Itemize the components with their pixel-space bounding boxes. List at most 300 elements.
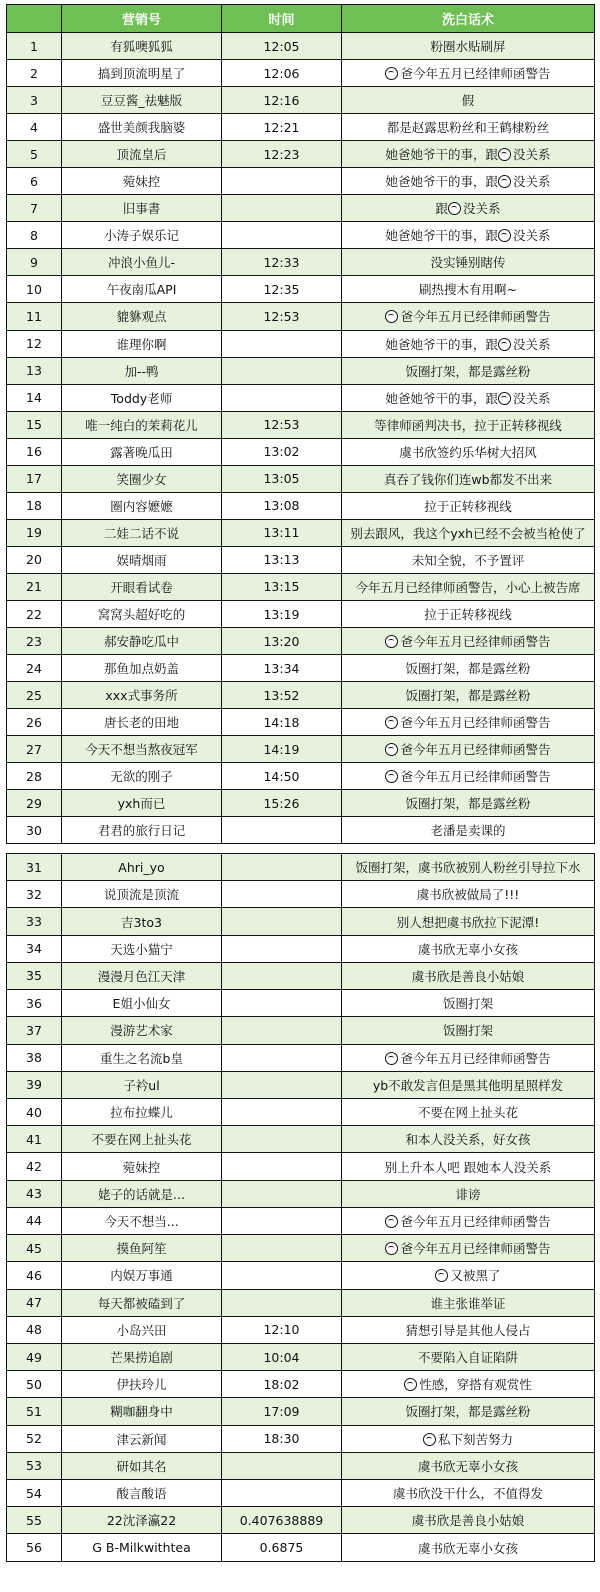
whitewash-text: [342, 411, 595, 438]
row-index: 18: [7, 492, 62, 519]
whitewash-text: [342, 736, 595, 763]
row-index: 51: [7, 1398, 62, 1425]
table-row: [7, 682, 595, 709]
text-main: 虞书欣没干什么，不值得发: [392, 1486, 543, 1502]
account-name: 糊咖翻身中: [62, 1398, 222, 1425]
account-name: Ahri_yo: [62, 854, 222, 881]
whitewash-text: [342, 303, 595, 330]
text-prefix: 她爸她爷干的事，跟: [385, 228, 498, 244]
melon-emoji-icon: [498, 338, 511, 351]
account-name: 冲浪小鱼儿-: [62, 249, 222, 276]
table-row: [7, 141, 595, 168]
text-main: 饭圈打架: [442, 996, 493, 1012]
table-row: [7, 465, 595, 492]
row-index: 47: [7, 1289, 62, 1316]
text-main: 虞书欣是善良小姑娘: [411, 1513, 525, 1529]
row-index: 34: [7, 935, 62, 962]
text-main: 别上升本人吧 跟她本人没关系: [384, 1159, 552, 1175]
text-main: 没关系: [463, 201, 501, 217]
text-main: 今年五月已经律师函警告，小心上被告席: [355, 579, 581, 595]
row-index: 5: [7, 141, 62, 168]
table-row: [7, 1316, 595, 1343]
text-main: 没关系: [513, 390, 551, 406]
table-row: [7, 1153, 595, 1180]
table-row: [7, 1480, 595, 1507]
text-main: 爸今年五月已经律师函警告: [400, 715, 551, 731]
account-name: 每天都被磕到了: [62, 1289, 222, 1316]
account-name: 今天不想当...: [62, 1207, 222, 1234]
text-main: 爸今年五月已经律师函警告: [400, 1213, 551, 1229]
text-main: 爸今年五月已经律师函警告: [400, 634, 551, 650]
account-name: 唐长老的田地: [62, 709, 222, 736]
table-row: [7, 1452, 595, 1479]
row-index: 50: [7, 1371, 62, 1398]
account-name: 不要在网上扯头花: [62, 1126, 222, 1153]
whitewash-text: [342, 1507, 595, 1534]
row-index: 17: [7, 465, 62, 492]
whitewash-text: [342, 1480, 595, 1507]
melon-emoji-icon: [423, 1433, 436, 1446]
melon-emoji-icon: [385, 310, 398, 323]
whitewash-text: [342, 465, 595, 492]
table-row: [7, 114, 595, 141]
whitewash-text: [342, 908, 595, 935]
post-time: [222, 1207, 342, 1234]
account-name: 唯一纯白的茉莉花儿: [62, 411, 222, 438]
table-row: [7, 908, 595, 935]
whitewash-text: [342, 357, 595, 384]
whitewash-text: [342, 600, 595, 627]
account-name: 二娃二话不说: [62, 519, 222, 546]
melon-emoji-icon: [498, 175, 511, 188]
account-name: Toddy老师: [62, 384, 222, 411]
table-row: [7, 655, 595, 682]
table-row: [7, 1507, 595, 1534]
whitewash-text: [342, 935, 595, 962]
post-time: [222, 854, 342, 881]
account-name: 笑圈少女: [62, 465, 222, 492]
text-main: 都是赵露思粉丝和王鹤棣粉丝: [386, 120, 550, 136]
whitewash-text: [342, 1262, 595, 1289]
table-row: [7, 357, 595, 384]
melon-emoji-icon: [498, 229, 511, 242]
text-main: 饭圈打架，都是露丝粉: [405, 796, 531, 812]
post-time: [222, 168, 342, 195]
post-time: 12:05: [222, 33, 342, 60]
post-time: 12:06: [222, 60, 342, 87]
post-time: [222, 881, 342, 908]
whitewash-text: [342, 1044, 595, 1071]
whitewash-text: [342, 881, 595, 908]
row-index: 28: [7, 763, 62, 790]
account-name: 郝安静吃瓜中: [62, 628, 222, 655]
account-name: 菀妹控: [62, 168, 222, 195]
post-time: 15:26: [222, 790, 342, 817]
whitewash-text: [342, 1289, 595, 1316]
text-main: 真吞了钱你们连wb都发不出来: [383, 471, 553, 487]
post-time: 14:18: [222, 709, 342, 736]
melon-emoji-icon: [448, 202, 461, 215]
text-main: 猜想引导是其他人侵占: [405, 1322, 531, 1338]
row-index: 52: [7, 1425, 62, 1452]
whitewash-text: [342, 573, 595, 600]
table-row: [7, 168, 595, 195]
post-time: 18:30: [222, 1425, 342, 1452]
row-index: 10: [7, 276, 62, 303]
row-index: 1: [7, 33, 62, 60]
table-row: [7, 1044, 595, 1071]
table-row: [7, 519, 595, 546]
table-row: [7, 1289, 595, 1316]
table-row: [7, 573, 595, 600]
row-index: 22: [7, 600, 62, 627]
text-main: 虞书欣无辜小女孩: [417, 941, 518, 957]
table-row: [7, 962, 595, 989]
post-time: 12:23: [222, 141, 342, 168]
table-row: [7, 60, 595, 87]
text-prefix: 她爸她爷干的事，跟: [385, 147, 498, 163]
post-time: [222, 1071, 342, 1098]
text-main: 爸今年五月已经律师函警告: [400, 1241, 551, 1257]
post-time: [222, 1180, 342, 1207]
account-name: 吉3to3: [62, 908, 222, 935]
row-index: 12: [7, 330, 62, 357]
table-row: [7, 276, 595, 303]
post-time: 18:02: [222, 1371, 342, 1398]
post-time: [222, 990, 342, 1017]
table-row: [7, 817, 595, 844]
whitewash-text: [342, 195, 595, 222]
whitewash-text: [342, 330, 595, 357]
whitewash-text: [342, 1343, 595, 1370]
table-row: [7, 1371, 595, 1398]
account-name: 今天不想当熬夜冠军: [62, 736, 222, 763]
text-main: yb不敢发言但是黑其他明星照样发: [372, 1077, 564, 1093]
post-time: [222, 1289, 342, 1316]
whitewash-text: [342, 709, 595, 736]
table-row: [7, 790, 595, 817]
post-time: [222, 817, 342, 844]
whitewash-text: [342, 438, 595, 465]
whitewash-text: [342, 1425, 595, 1452]
account-name: 姥子的话就是...: [62, 1180, 222, 1207]
table-row: [7, 854, 595, 881]
text-main: 没关系: [513, 174, 551, 190]
post-time: [222, 1480, 342, 1507]
account-name: 天选小猫宁: [62, 935, 222, 962]
text-main: 假: [461, 93, 475, 109]
text-prefix: 她爸她爷干的事，跟: [385, 336, 498, 352]
table-row: [7, 1262, 595, 1289]
post-time: [222, 384, 342, 411]
row-index: 56: [7, 1534, 62, 1561]
table-row: [7, 303, 595, 330]
post-time: 13:08: [222, 492, 342, 519]
post-time: 12:53: [222, 303, 342, 330]
row-index: 4: [7, 114, 62, 141]
account-name: yxh而已: [62, 790, 222, 817]
text-main: 谁主张谁举证: [430, 1295, 506, 1311]
post-time: 13:05: [222, 465, 342, 492]
whitewash-text: [342, 141, 595, 168]
text-main: 爸今年五月已经律师函警告: [400, 769, 551, 785]
account-name: 娱晴烟雨: [62, 546, 222, 573]
table-row: [7, 1098, 595, 1125]
account-name: E姐小仙女: [62, 990, 222, 1017]
text-main: 不要在网上扯头花: [417, 1105, 518, 1121]
melon-emoji-icon: [385, 743, 398, 756]
post-time: 14:19: [222, 736, 342, 763]
post-time: 13:19: [222, 600, 342, 627]
table-row: [7, 33, 595, 60]
table-row: [7, 628, 595, 655]
text-main: 虞书欣被做局了!!!: [416, 887, 520, 903]
melon-emoji-icon: [385, 770, 398, 783]
table-row: [7, 935, 595, 962]
table-row: [7, 736, 595, 763]
row-index: 42: [7, 1153, 62, 1180]
table-row: [7, 438, 595, 465]
account-name: 重生之名流b皇: [62, 1044, 222, 1071]
post-time: 13:11: [222, 519, 342, 546]
post-time: 14:50: [222, 763, 342, 790]
post-time: 12:33: [222, 249, 342, 276]
account-name: 酸言酸语: [62, 1480, 222, 1507]
text-main: 粉圈水贴刷屏: [430, 39, 506, 55]
table-row: [7, 1126, 595, 1153]
account-name: 窝窝头超好吃的: [62, 600, 222, 627]
text-main: 别去跟风，我这个yxh已经不会被当枪使了: [350, 525, 586, 541]
header-whitewash-text: 洗白话术: [342, 5, 595, 33]
melon-emoji-icon: [385, 67, 398, 80]
table-header-row: [7, 5, 595, 33]
row-index: 26: [7, 709, 62, 736]
text-main: 饭圈打架，都是露丝粉: [405, 363, 531, 379]
whitewash-text: [342, 1371, 595, 1398]
whitewash-text: [342, 1126, 595, 1153]
account-name: 午夜南瓜API: [62, 276, 222, 303]
row-index: 23: [7, 628, 62, 655]
melon-emoji-icon: [498, 148, 511, 161]
whitewash-text: [342, 1534, 595, 1561]
account-name: 开眼看试卷: [62, 573, 222, 600]
post-time: 17:09: [222, 1398, 342, 1425]
text-main: 刷热搜木有用啊~: [419, 282, 517, 298]
account-name: 加--鸭: [62, 357, 222, 384]
row-index: 27: [7, 736, 62, 763]
text-main: 虞书欣无辜小女孩: [417, 1540, 518, 1556]
post-time: [222, 1262, 342, 1289]
post-time: [222, 1452, 342, 1479]
row-index: 40: [7, 1098, 62, 1125]
row-index: 20: [7, 546, 62, 573]
table-row: [7, 222, 595, 249]
text-main: 虞书欣签约乐华树大招风: [399, 444, 537, 460]
row-index: 54: [7, 1480, 62, 1507]
account-name: 搞到顶流明星了: [62, 60, 222, 87]
whitewash-text: [342, 222, 595, 249]
text-main: 未知全貌，不予置评: [411, 552, 525, 568]
post-time: 13:34: [222, 655, 342, 682]
account-name: 摸鱼阿笙: [62, 1235, 222, 1262]
account-name: 小涛子娱乐记: [62, 222, 222, 249]
whitewash-text: [342, 854, 595, 881]
table-row: [7, 87, 595, 114]
whitewash-text: [342, 519, 595, 546]
whitewash-text: [342, 655, 595, 682]
table-row: [7, 600, 595, 627]
header-index: [7, 5, 62, 33]
table-row: [7, 195, 595, 222]
row-index: 43: [7, 1180, 62, 1207]
account-name: 顶流皇后: [62, 141, 222, 168]
marketing-accounts-table-bottom: [6, 853, 595, 1562]
row-index: 3: [7, 87, 62, 114]
post-time: [222, 330, 342, 357]
post-time: [222, 195, 342, 222]
whitewash-text: [342, 1316, 595, 1343]
account-name: 内娱万事通: [62, 1262, 222, 1289]
account-name: 那鱼加点奶盖: [62, 655, 222, 682]
table-row: [7, 1343, 595, 1370]
text-prefix: 她爸她爷干的事，跟: [385, 174, 498, 190]
post-time: [222, 1098, 342, 1125]
account-name: 津云新闻: [62, 1425, 222, 1452]
account-name: 盛世美颜我脑婆: [62, 114, 222, 141]
melon-emoji-icon: [385, 1242, 398, 1255]
table-row: [7, 990, 595, 1017]
row-index: 38: [7, 1044, 62, 1071]
whitewash-text: [342, 87, 595, 114]
post-time: [222, 357, 342, 384]
account-name: 子衿ul: [62, 1071, 222, 1098]
whitewash-text: [342, 990, 595, 1017]
text-main: 爸今年五月已经律师函警告: [400, 1050, 551, 1066]
table-row: [7, 249, 595, 276]
table-row: [7, 546, 595, 573]
row-index: 36: [7, 990, 62, 1017]
text-main: 老潘是卖课的: [430, 823, 506, 839]
row-index: 46: [7, 1262, 62, 1289]
row-index: 48: [7, 1316, 62, 1343]
row-index: 37: [7, 1017, 62, 1044]
table-row: [7, 1398, 595, 1425]
table-row: [7, 763, 595, 790]
melon-emoji-icon: [385, 635, 398, 648]
melon-emoji-icon: [385, 1052, 398, 1065]
row-index: 29: [7, 790, 62, 817]
whitewash-text: [342, 1235, 595, 1262]
text-main: 爸今年五月已经律师函警告: [400, 309, 551, 325]
post-time: 0.6875: [222, 1534, 342, 1561]
text-main: 私下刻苦努力: [437, 1431, 513, 1447]
post-time: [222, 1126, 342, 1153]
whitewash-text: [342, 546, 595, 573]
account-name: 漫游艺术家: [62, 1017, 222, 1044]
post-time: 13:52: [222, 682, 342, 709]
text-main: 虞书欣无辜小女孩: [417, 1458, 518, 1474]
melon-emoji-icon: [404, 1378, 417, 1391]
text-main: 拉于正转移视线: [424, 607, 512, 622]
post-time: 13:02: [222, 438, 342, 465]
row-index: 13: [7, 357, 62, 384]
whitewash-text: [342, 1017, 595, 1044]
account-name: 菀妹控: [62, 1153, 222, 1180]
table-row: [7, 411, 595, 438]
whitewash-text: [342, 114, 595, 141]
table-row: [7, 384, 595, 411]
row-index: 41: [7, 1126, 62, 1153]
whitewash-text: [342, 682, 595, 709]
table-row: [7, 1425, 595, 1452]
post-time: [222, 962, 342, 989]
row-index: 14: [7, 384, 62, 411]
whitewash-text: [342, 817, 595, 844]
text-main: 饭圈打架: [442, 1023, 493, 1039]
table-row: [7, 1180, 595, 1207]
melon-emoji-icon: [435, 1269, 448, 1282]
post-time: 13:20: [222, 628, 342, 655]
whitewash-text: [342, 276, 595, 303]
account-name: 芒果捞追剧: [62, 1343, 222, 1370]
account-name: 君君的旅行日记: [62, 817, 222, 844]
account-name: 有狐噢狐狐: [62, 33, 222, 60]
post-time: 10:04: [222, 1343, 342, 1370]
whitewash-text: [342, 1207, 595, 1234]
post-time: 12:35: [222, 276, 342, 303]
account-name: G B-Milkwithtea: [62, 1534, 222, 1561]
header-time: 时间: [222, 5, 342, 33]
melon-emoji-icon: [498, 392, 511, 405]
post-time: 12:10: [222, 1316, 342, 1343]
account-name: 说顶流是顶流: [62, 881, 222, 908]
row-index: 19: [7, 519, 62, 546]
account-name: 22沈泽瀛22: [62, 1507, 222, 1534]
row-index: 15: [7, 411, 62, 438]
whitewash-text: [342, 249, 595, 276]
text-main: 又被黑了: [450, 1268, 501, 1284]
text-main: 没关系: [513, 147, 551, 163]
table-row: [7, 1207, 595, 1234]
table-row: [7, 492, 595, 519]
row-index: 53: [7, 1452, 62, 1479]
post-time: 12:16: [222, 87, 342, 114]
text-main: 饭圈打架，虞书欣被别人粉丝引导拉下水: [355, 860, 581, 876]
post-time: 0.407638889: [222, 1507, 342, 1534]
table-row: [7, 1017, 595, 1044]
text-main: 性感，穿搭有观赏性: [419, 1377, 532, 1393]
post-time: [222, 908, 342, 935]
account-name: 伊扶玲儿: [62, 1371, 222, 1398]
table-row: [7, 1071, 595, 1098]
text-main: 没关系: [513, 336, 551, 352]
account-name: 漫漫月色江天津: [62, 962, 222, 989]
row-index: 30: [7, 817, 62, 844]
whitewash-text: [342, 168, 595, 195]
whitewash-text: [342, 1452, 595, 1479]
row-index: 55: [7, 1507, 62, 1534]
table-row: [7, 709, 595, 736]
row-index: 31: [7, 854, 62, 881]
post-time: [222, 1153, 342, 1180]
text-main: 没实锤别瞎传: [430, 255, 506, 271]
whitewash-text: [342, 1180, 595, 1207]
header-account: 营销号: [62, 5, 222, 33]
table-row: [7, 330, 595, 357]
row-index: 11: [7, 303, 62, 330]
whitewash-text: [342, 763, 595, 790]
row-index: 32: [7, 881, 62, 908]
